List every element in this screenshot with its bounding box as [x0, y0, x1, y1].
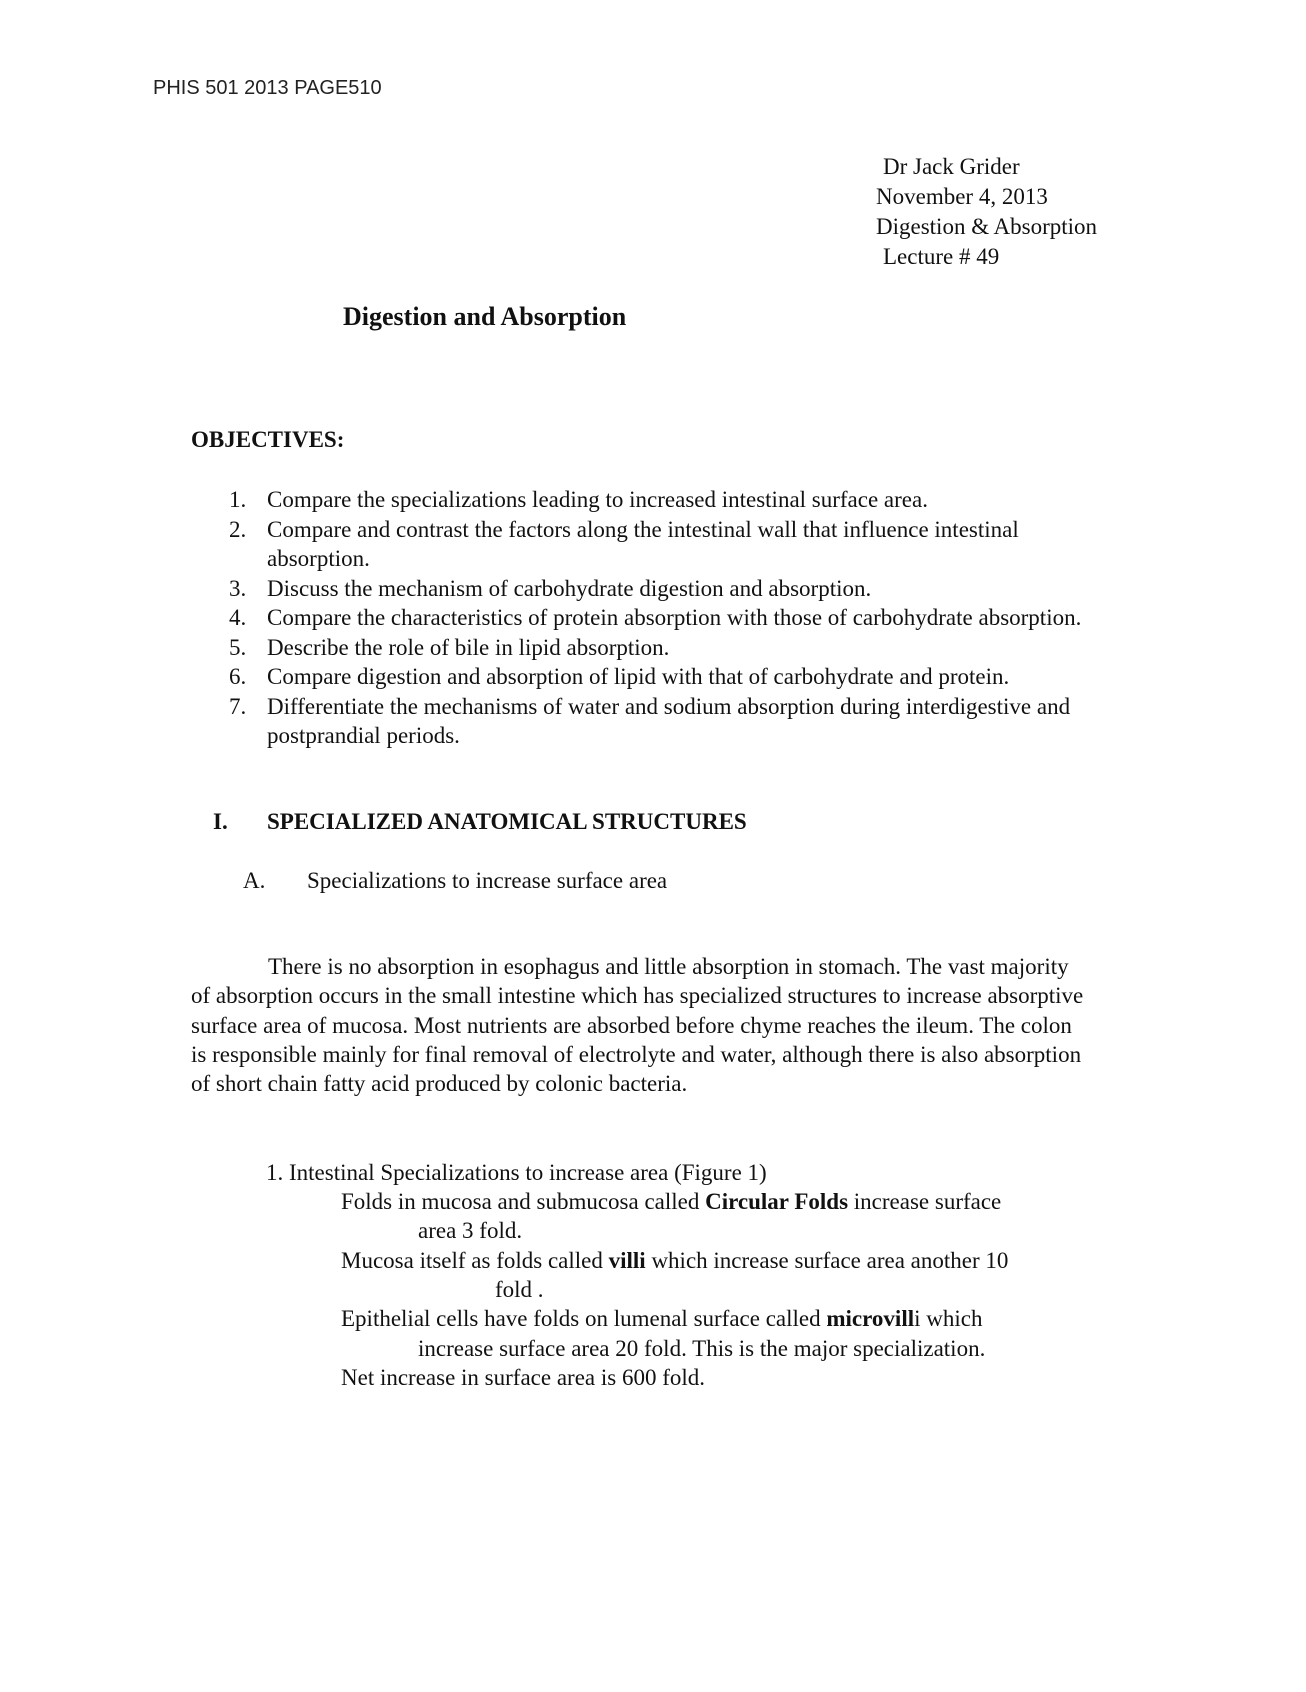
objectives-heading: OBJECTIVES: — [191, 427, 345, 452]
objective-text: Compare the specializations leading to increased intestinal surface area. — [267, 487, 928, 512]
lecture-number: Lecture # 49 — [883, 244, 1000, 269]
circular-folds-text-after: increase surface — [848, 1189, 1002, 1214]
objective-item — [0, 603, 1107, 633]
section-title: SPECIALIZED ANATOMICAL STRUCTURES — [267, 809, 747, 834]
objective-text: Compare digestion and absorption of lipid with that of carbohydrate and protein. — [267, 664, 1010, 689]
objective-text: Discuss the mechanism of carbohydrate digestion and absorption. — [267, 575, 872, 601]
body-paragraph: There is no absorption in esophagus and little absorption in stomach. The vast majority of absorption occurs in the small intestine which has specialized structures to increase absorptive surface area of mucosa. Most nutrients are absorbed before chyme reaches the ileum. The colon is responsible mainly for final removal of electrolyte and water, although there is also absorption of short chain fatty acid produced by colonic bacteria. — [191, 954, 1084, 1097]
objective-text: Describe the role of bile in lipid absorption. — [267, 634, 670, 660]
subsection-heading — [243, 868, 668, 894]
objective-item — [0, 662, 1107, 692]
villi-text: Mucosa itself as folds called — [341, 1248, 609, 1273]
villi-continuation: fold . — [495, 1277, 544, 1302]
villi-term: villi — [608, 1248, 646, 1273]
objective-item — [0, 574, 1107, 604]
villi-text-after: which increase surface area another 10 — [645, 1248, 1009, 1273]
objective-item — [0, 692, 1107, 751]
microvilli-line — [341, 1304, 982, 1333]
circular-folds-term: Circular Folds — [705, 1189, 849, 1214]
objective-text: Compare the characteristics of protein absorption with those of carbohydrate absorption. — [267, 605, 1082, 630]
lecture-subject: Digestion & Absorption — [876, 214, 1098, 239]
section-heading — [213, 809, 747, 835]
objective-text: Compare and contrast the factors along the intestinal wall that influence intestinal absorption. — [267, 516, 1019, 571]
objective-number: 6. — [229, 664, 247, 689]
page-header: PHIS 501 2013 PAGE510 — [153, 77, 382, 99]
objective-number: 3. — [229, 575, 247, 601]
objective-number: 5. — [229, 634, 247, 660]
circular-folds-line — [341, 1187, 1001, 1216]
specializations-heading: 1. Intestinal Specializations to increase area (Figure 1) — [266, 1160, 767, 1185]
microvilli-text-after: i which — [914, 1306, 983, 1331]
microvilli-term: microvill — [826, 1306, 915, 1331]
section-number: I. — [213, 809, 228, 834]
objectives-list — [0, 485, 1306, 751]
objective-number: 7. — [229, 693, 247, 719]
objective-number: 2. — [229, 516, 247, 542]
subsection-letter: A. — [243, 868, 266, 893]
lecture-date: November 4, 2013 — [876, 184, 1048, 209]
microvilli-continuation: increase surface area 20 fold. This is the major specialization. — [418, 1336, 986, 1361]
objective-number: 1. — [229, 487, 247, 512]
objective-item — [0, 515, 1107, 574]
objective-item — [0, 633, 1107, 663]
author: Dr Jack Grider — [883, 154, 1020, 179]
net-increase-line: Net increase in surface area is 600 fold. — [341, 1365, 706, 1390]
microvilli-text: Epithelial cells have folds on lumenal surface called — [341, 1306, 827, 1331]
circular-folds-continuation: area 3 fold. — [418, 1218, 523, 1243]
subsection-title: Specializations to increase surface area — [307, 868, 668, 893]
circular-folds-text: Folds in mucosa and submucosa called — [341, 1189, 706, 1214]
objective-text: Differentiate the mechanisms of water and sodium absorption during interdigestive and postprandial periods. — [267, 693, 1071, 748]
objective-item — [0, 485, 1107, 515]
objective-number: 4. — [229, 605, 247, 630]
villi-line — [341, 1246, 1008, 1275]
document-title: Digestion and Absorption — [343, 302, 627, 331]
